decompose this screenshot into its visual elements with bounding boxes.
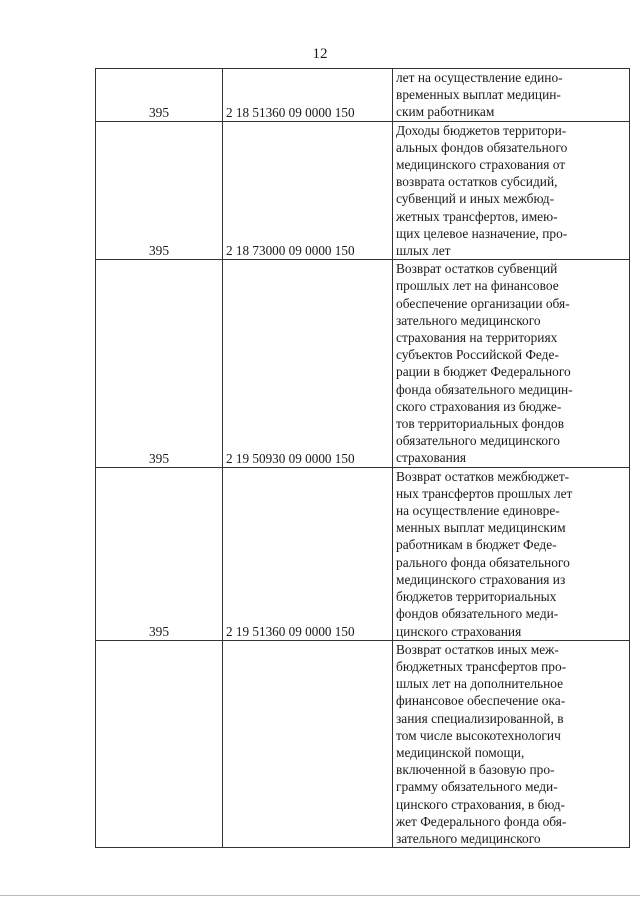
- page-bottom-rule: [0, 895, 640, 896]
- table-row: [96, 640, 630, 847]
- description-line: включенной в базовую про-: [396, 762, 555, 778]
- admin-code-cell: 395: [96, 121, 223, 260]
- description-line: обязательного медицинского: [396, 433, 560, 449]
- description-line: щих целевое назначение, про-: [396, 225, 568, 241]
- admin-code-cell: [96, 640, 223, 847]
- description-line: страхования на территориях: [396, 330, 558, 346]
- description-line: рального фонда обязательного: [396, 554, 570, 570]
- description-cell: [393, 467, 630, 640]
- description-line: прошлых лет на финансовое: [396, 278, 559, 294]
- description-line: том числе высокотехнологич: [396, 727, 561, 743]
- description-cell: [393, 69, 630, 122]
- description-line: медицинского страхования из: [396, 571, 566, 587]
- budget-classification-table: [95, 68, 630, 848]
- description-line: медицинского страхования от: [396, 157, 566, 173]
- description-line: возврата остатков субсидий,: [396, 174, 558, 190]
- description-line: субвенций и иных межбюд-: [396, 191, 555, 207]
- description-line: временных выплат медицин-: [396, 87, 561, 103]
- revenue-code-cell: [223, 640, 393, 847]
- revenue-code-cell: 2 19 50930 09 0000 150: [223, 260, 393, 467]
- description-cell: [393, 640, 630, 847]
- revenue-code-cell: 2 18 51360 09 0000 150: [223, 69, 393, 122]
- description-line: Возврат остатков субвенций: [396, 261, 558, 277]
- description-line: жетных трансфертов, имею-: [396, 208, 558, 224]
- description-line: страхования: [396, 450, 467, 466]
- description-line: шлых лет на дополнительное: [396, 676, 564, 692]
- page-number: 12: [312, 46, 328, 62]
- description-line: шлых лет: [396, 243, 451, 259]
- description-line: медицинской помощи,: [396, 744, 525, 760]
- description-line: работникам в бюджет Феде-: [396, 537, 557, 553]
- description-line: альных фондов обязательного: [396, 139, 568, 155]
- table-row: [96, 467, 630, 640]
- description-line: тов территориальных фондов: [396, 416, 565, 432]
- description-line: фонда обязательного медицин-: [396, 381, 573, 397]
- description-line: цинского страхования, в бюд-: [396, 796, 565, 812]
- table-row: [96, 121, 630, 260]
- table-body: [96, 69, 630, 848]
- description-line: зательного медицинского: [396, 312, 541, 328]
- description-line: грамму обязательного меди-: [396, 779, 558, 795]
- description-line: менных выплат медицинским: [396, 520, 566, 536]
- revenue-code-cell: 2 18 73000 09 0000 150: [223, 121, 393, 260]
- description-line: фондов обязательного меди-: [396, 606, 559, 622]
- admin-code-cell: 395: [96, 69, 223, 122]
- description-line: зательного медицинского: [396, 830, 541, 846]
- description-line: лет на осуществление едино-: [396, 70, 563, 85]
- description-line: рации в бюджет Федерального: [396, 364, 571, 380]
- admin-code-cell: 395: [96, 467, 223, 640]
- description-line: финансовое обеспечение ока-: [396, 693, 566, 709]
- description-line: Возврат остатков межбюджет-: [396, 468, 570, 484]
- description-line: Доходы бюджетов территори-: [396, 122, 567, 138]
- description-line: обеспечение организации обя-: [396, 295, 570, 311]
- description-line: жет Федерального фонда обя-: [396, 813, 567, 829]
- description-line: на осуществление единовре-: [396, 503, 560, 519]
- admin-code-cell: 395: [96, 260, 223, 467]
- description-line: ных трансфертов прошлых лет: [396, 485, 573, 501]
- description-line: бюджетов территориальных: [396, 589, 557, 605]
- revenue-code-cell: 2 19 51360 09 0000 150: [223, 467, 393, 640]
- description-line: зания специализированной, в: [396, 710, 564, 726]
- description-line: цинского страхования: [396, 623, 522, 639]
- description-line: субъектов Российской Феде-: [396, 347, 559, 363]
- description-line: ского страхования из бюдже-: [396, 398, 562, 414]
- table-row: [96, 260, 630, 467]
- description-line: Возврат остатков иных меж-: [396, 641, 559, 657]
- description-line: бюджетных трансфертов про-: [396, 658, 567, 674]
- description-cell: [393, 260, 630, 467]
- description-cell: [393, 121, 630, 260]
- table-row: [96, 69, 630, 122]
- description-line: ским работникам: [396, 104, 495, 120]
